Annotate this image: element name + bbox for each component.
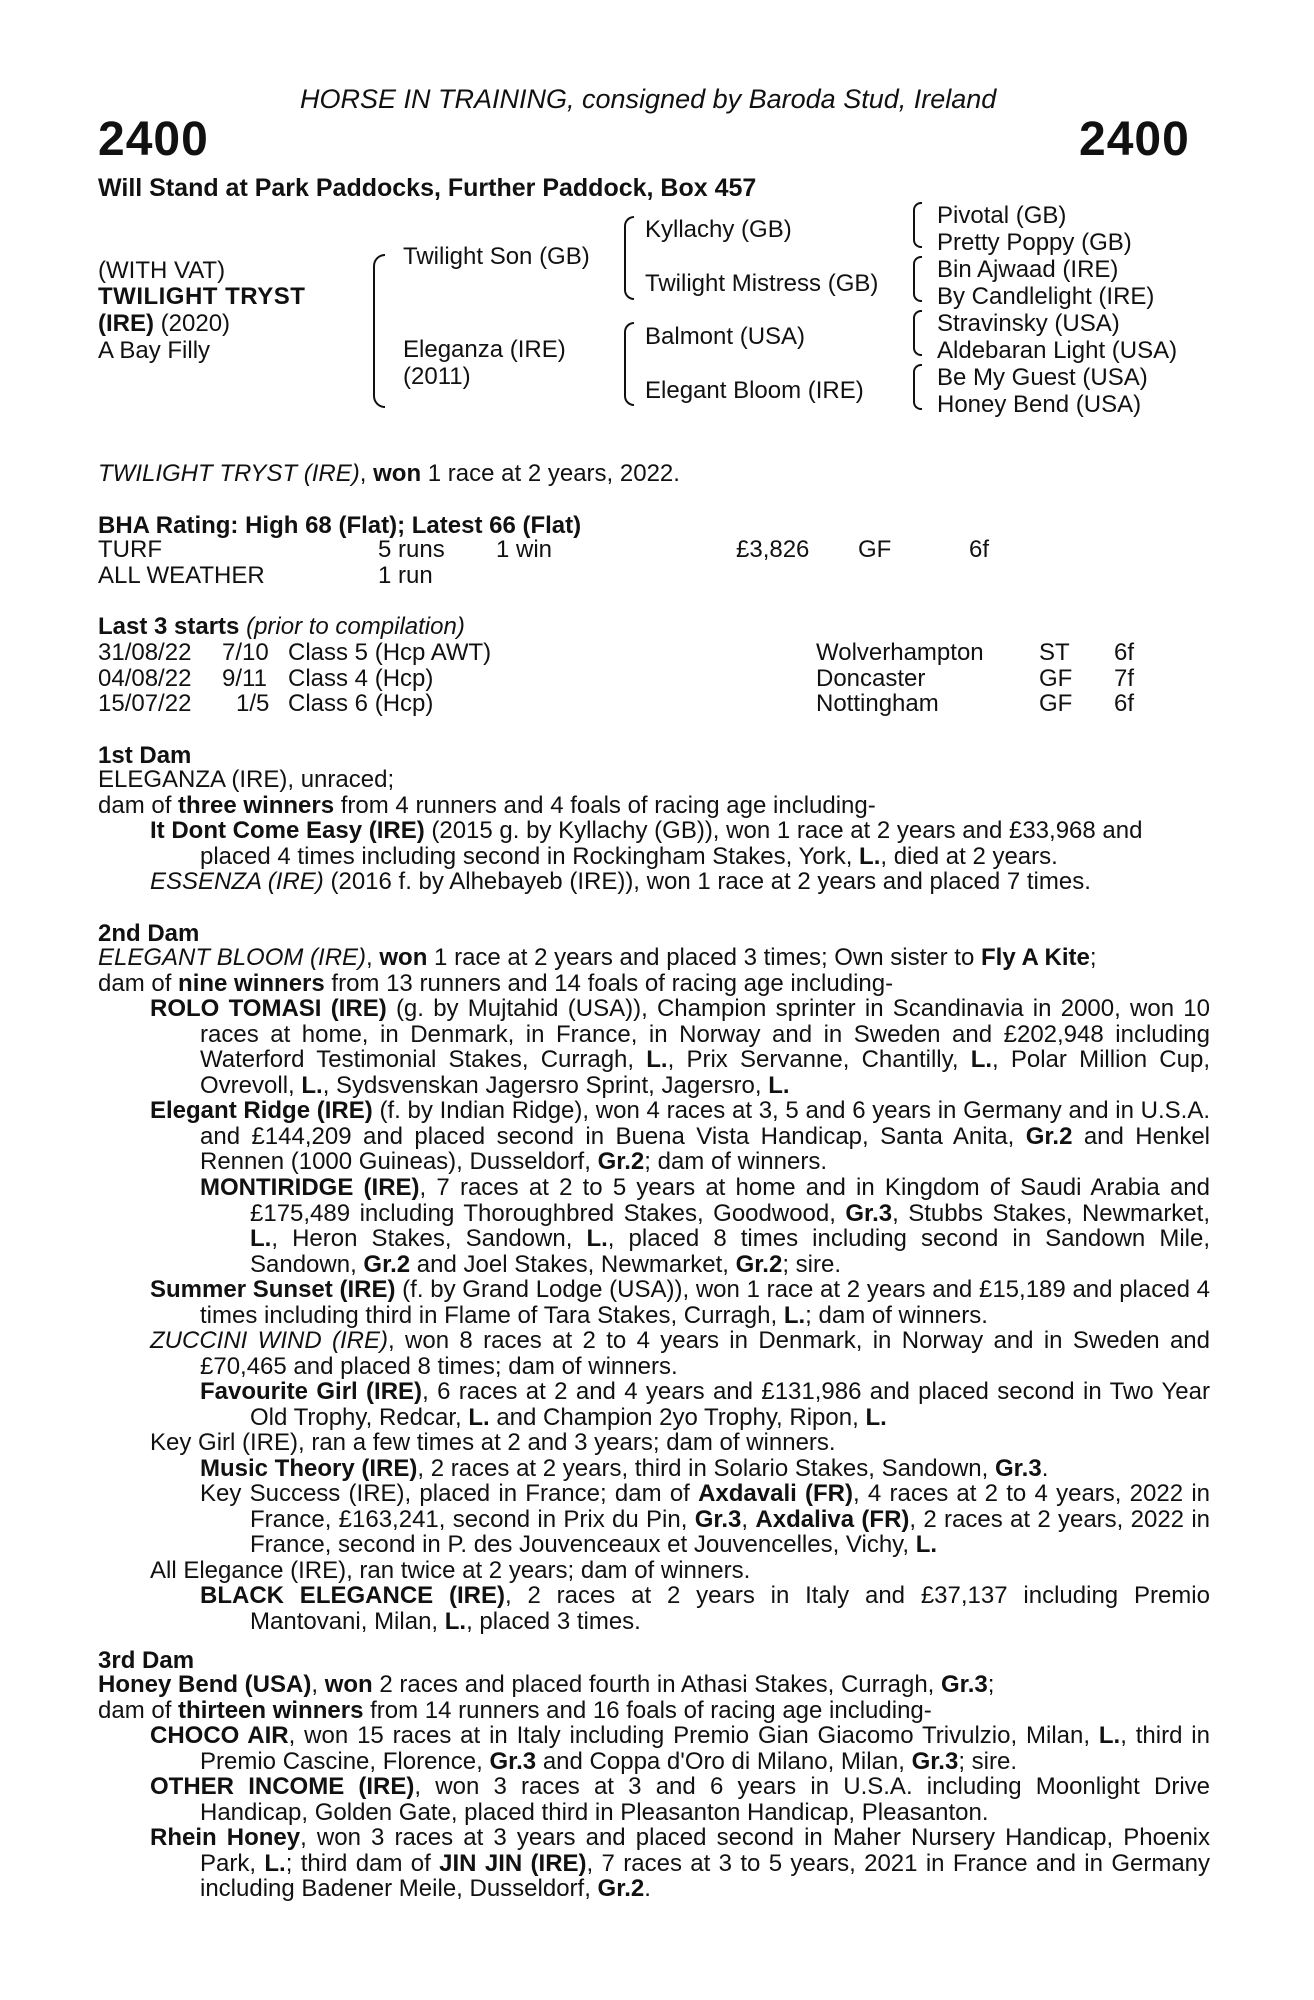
rating-runs: 5 runs bbox=[378, 536, 445, 563]
text: ; dam of winners. bbox=[644, 1148, 828, 1175]
consignment-header: HORSE IN TRAINING, consigned by Baroda Stud, Ireland bbox=[300, 84, 997, 114]
start-going: ST bbox=[1039, 639, 1070, 666]
horse-name: Axdaliva (FR) bbox=[755, 1505, 910, 1533]
summary-name: TWILIGHT TRYST (IRE) bbox=[98, 460, 360, 487]
text: , bbox=[741, 1505, 756, 1533]
third-dam-produce bbox=[98, 1698, 932, 1724]
start-row bbox=[98, 666, 1198, 692]
produce-entry bbox=[150, 1773, 1211, 1826]
text: (f. by Grand Lodge (USA)), won 1 race at 2 years and £15,189 and placed 4 times including third in Flame of Tara Stakes, Curragh, bbox=[200, 1276, 1210, 1329]
pedigree-g3-3: Bin Ajwaad (IRE) bbox=[937, 256, 1119, 283]
text: , 7 races at 3 to 5 years, 2021 in France and in Germany including Badener Meile, Dusseldorf, bbox=[200, 1849, 1211, 1902]
horse-name: Summer Sunset (IRE) bbox=[150, 1276, 396, 1303]
second-dam-heading: 2nd Dam bbox=[98, 920, 200, 947]
grade: L. bbox=[970, 1046, 993, 1073]
pedigree-g3-8: Honey Bend (USA) bbox=[937, 391, 1142, 418]
text: and Champion 2yo Trophy, Ripon, bbox=[489, 1403, 866, 1431]
grade: Gr.2 bbox=[1025, 1122, 1073, 1150]
pedigree-dam-year: (2011) bbox=[403, 363, 471, 390]
horse-name: Rhein Honey bbox=[150, 1824, 301, 1851]
grade: L. bbox=[468, 1403, 490, 1431]
grade: Gr.3 bbox=[489, 1747, 537, 1775]
produce-entry: Key Girl (IRE), ran a few times at 2 and 3 years; dam of winners. bbox=[150, 1429, 836, 1456]
grade: L. bbox=[301, 1071, 323, 1099]
pedigree-g3-1: Pivotal (GB) bbox=[937, 202, 1067, 229]
text: from 14 runners and 16 foals of racing age including- bbox=[363, 1697, 932, 1724]
start-date: 04/08/22 bbox=[98, 664, 192, 692]
start-distance: 6f bbox=[1114, 690, 1135, 717]
text: , won 8 races at 2 to 4 years in Denmark, in Norway and in Sweden and £70,465 and placed 8 times; dam of winners. bbox=[200, 1327, 1210, 1380]
text: ; sire. bbox=[958, 1747, 1017, 1775]
grade: Gr.3 bbox=[911, 1747, 959, 1775]
start-row bbox=[98, 640, 1198, 666]
text: ; bbox=[987, 1671, 995, 1698]
text: , 2 races at 2 years, third in Solario Stakes, Sandown, bbox=[417, 1455, 995, 1482]
text: (f. by Indian Ridge), won 4 races at 3, 5 and 6 years in Germany and in U.S.A. and £144,209 and placed second in Buena Vista Handicap, Santa Anita, bbox=[200, 1097, 1210, 1150]
grade: L. bbox=[444, 1607, 467, 1635]
text: , Stubbs Stakes, Newmarket, bbox=[892, 1199, 1210, 1227]
horse-name: It Dont Come Easy (IRE) bbox=[150, 817, 425, 844]
text: and Henkel Rennen (1000 Guineas), Dusseldorf, bbox=[200, 1122, 1211, 1175]
produce-entry bbox=[200, 1456, 1048, 1482]
grade: Gr.2 bbox=[597, 1875, 645, 1902]
grade: L. bbox=[768, 1071, 790, 1099]
pedigree-g3-4: By Candlelight (IRE) bbox=[937, 283, 1155, 310]
text: , won 15 races at in Italy including Premio Gian Giacomo Trivulzio, Milan, bbox=[288, 1722, 1099, 1749]
text: from 13 runners and 14 foals of racing age including- bbox=[324, 970, 894, 997]
grade: Gr.2 bbox=[597, 1148, 645, 1175]
start-position: 1/5 bbox=[236, 690, 270, 717]
summary-rest: 1 race at 2 years, 2022. bbox=[421, 460, 680, 487]
horse-name: BLACK ELEGANCE (IRE) bbox=[200, 1582, 505, 1609]
grade: L. bbox=[915, 1531, 938, 1558]
produce-entry bbox=[150, 869, 1091, 895]
pedigree-g3-6: Aldebaran Light (USA) bbox=[937, 337, 1178, 364]
text: Key Success (IRE), placed in France; dam of bbox=[200, 1480, 699, 1507]
text: , 2 races at 2 years, 2022 in France, second in P. des Jouvenceaux et Jouvencelles, Vichy, bbox=[250, 1505, 1210, 1558]
pedigree-g3-7: Be My Guest (USA) bbox=[937, 364, 1148, 391]
horse-name: Favourite Girl (IRE) bbox=[200, 1378, 423, 1405]
vat-note: (WITH VAT) bbox=[98, 257, 226, 284]
grade: Gr.3 bbox=[694, 1505, 742, 1533]
produce-entry bbox=[150, 817, 1210, 870]
horse-name: ZUCCINI WIND (IRE) bbox=[150, 1327, 389, 1354]
text: , 4 races at 2 to 4 years, 2022 in France, £163,241, second in Prix du Pin, bbox=[250, 1480, 1210, 1533]
pedigree-dam: Eleganza (IRE) bbox=[403, 336, 566, 363]
start-position: 9/11 bbox=[222, 664, 267, 692]
horse-name: Elegant Ridge (IRE) bbox=[150, 1097, 373, 1124]
text: , 7 races at 2 to 5 years at home and in Kingdom of Saudi Arabia and £175,489 including Thoroughbred Stakes, Goodwood, bbox=[250, 1174, 1210, 1227]
start-race: Class 4 (Hcp) bbox=[288, 664, 434, 692]
horse-name: JIN JIN (IRE) bbox=[439, 1849, 587, 1877]
pedigree-brace-main bbox=[373, 254, 385, 408]
rating-row bbox=[98, 537, 1198, 563]
produce-entry: All Elegance (IRE), ran twice at 2 years; dam of winners. bbox=[150, 1557, 751, 1584]
stabling-location: Will Stand at Park Paddocks, Further Paddock, Box 457 bbox=[98, 174, 757, 202]
horse-name-suffix bbox=[98, 310, 230, 337]
grade: L. bbox=[646, 1046, 668, 1073]
produce-entry bbox=[200, 1174, 1210, 1278]
text: ; third dam of bbox=[285, 1849, 440, 1877]
text: , Prix Servanne, Chantilly, bbox=[667, 1046, 971, 1073]
rating-going: GF bbox=[858, 536, 892, 563]
horse-name: CHOCO AIR bbox=[150, 1722, 289, 1749]
pedigree-brace-sire bbox=[624, 216, 634, 300]
horse-name: OTHER INCOME (IRE) bbox=[150, 1773, 415, 1800]
horse-name: ROLO TOMASI (IRE) bbox=[150, 995, 387, 1022]
third-dam-line bbox=[98, 1672, 994, 1698]
start-going: GF bbox=[1039, 690, 1073, 717]
text: , 2 races at 2 years in Italy and £37,137 including Premio Mantovani, Milan, bbox=[250, 1582, 1210, 1635]
pedigree-dam-sire: Balmont (USA) bbox=[645, 323, 806, 350]
pedigree-brace-g1 bbox=[913, 202, 922, 248]
produce-entry bbox=[150, 995, 1210, 1099]
first-dam-produce bbox=[98, 793, 876, 819]
text: (2016 f. by Alhebayeb (IRE)), won 1 race at 2 years and placed 7 times. bbox=[323, 868, 1091, 895]
start-course: Nottingham bbox=[816, 690, 939, 717]
rating-row bbox=[98, 563, 1198, 589]
lot-number-right: 2400 bbox=[1079, 113, 1190, 166]
winners-count: three winners bbox=[178, 792, 335, 819]
grade: L. bbox=[859, 842, 881, 870]
text: won bbox=[379, 944, 428, 971]
pedigree-sire-dam: Twilight Mistress (GB) bbox=[645, 270, 879, 297]
text: 2 races and placed fourth in Athasi Stakes, Curragh, bbox=[372, 1671, 942, 1698]
last-starts-title: Last 3 starts bbox=[98, 613, 240, 640]
first-dam-line: ELEGANZA (IRE), unraced; bbox=[98, 766, 395, 793]
horse-year: (2020) bbox=[154, 310, 231, 337]
text: ; dam of winners. bbox=[805, 1301, 988, 1329]
text: ; bbox=[1089, 944, 1097, 971]
grade: L. bbox=[1098, 1722, 1121, 1749]
text: , Sydsvenskan Jagersro Sprint, Jagersro, bbox=[322, 1071, 769, 1099]
text: , Heron Stakes, Sandown, bbox=[271, 1225, 587, 1252]
grade: Gr.3 bbox=[941, 1671, 988, 1698]
start-distance: 7f bbox=[1114, 664, 1135, 692]
text: . bbox=[644, 1875, 651, 1902]
rating-surface: TURF bbox=[98, 536, 162, 563]
produce-entry bbox=[150, 1824, 1211, 1902]
start-race: Class 6 (Hcp) bbox=[288, 690, 434, 717]
pedigree-brace-dam bbox=[624, 322, 634, 406]
race-summary bbox=[98, 461, 680, 487]
text: , placed 3 times. bbox=[466, 1607, 641, 1635]
text: , 6 races at 2 and 4 years and £131,986 and placed second in Two Year Old Trophy, Redcar, bbox=[250, 1378, 1210, 1431]
rating-distance: 6f bbox=[969, 536, 990, 563]
second-dam-produce bbox=[98, 971, 893, 997]
last-starts-table bbox=[98, 640, 1198, 717]
pedigree-sire-sire: Kyllachy (GB) bbox=[645, 216, 792, 243]
grade: L. bbox=[250, 1225, 272, 1252]
text: , bbox=[311, 1671, 325, 1698]
rating-wins: 1 win bbox=[496, 536, 553, 563]
grade: L. bbox=[783, 1301, 806, 1329]
pedigree-brace-g3 bbox=[913, 310, 922, 356]
winners-count: thirteen winners bbox=[178, 1697, 364, 1724]
grade: L. bbox=[586, 1225, 608, 1252]
text: from 4 runners and 4 foals of racing age including- bbox=[334, 792, 876, 819]
winners-count: nine winners bbox=[178, 970, 325, 997]
grade: Gr.3 bbox=[995, 1455, 1042, 1482]
pedigree-g3-2: Pretty Poppy (GB) bbox=[937, 229, 1132, 256]
last-starts-heading bbox=[98, 614, 465, 640]
horse-name: MONTIRIDGE (IRE) bbox=[200, 1174, 420, 1201]
summary-won: won bbox=[373, 460, 422, 487]
produce-entry bbox=[150, 1722, 1210, 1775]
start-going: GF bbox=[1039, 664, 1073, 692]
text: won bbox=[324, 1671, 373, 1698]
pedigree-dam-dam: Elegant Bloom (IRE) bbox=[645, 377, 864, 404]
text: . bbox=[1041, 1455, 1049, 1482]
third-dam-heading: 3rd Dam bbox=[98, 1647, 195, 1674]
text: and Coppa d'Oro di Milano, Milan, bbox=[536, 1747, 912, 1775]
grade: Gr.2 bbox=[363, 1250, 411, 1278]
produce-entry bbox=[150, 1097, 1211, 1175]
last-starts-note: (prior to compilation) bbox=[239, 613, 465, 640]
start-course: Wolverhampton bbox=[816, 639, 984, 666]
text: , bbox=[366, 944, 380, 971]
horse-description: A Bay Filly bbox=[98, 337, 211, 364]
start-distance: 6f bbox=[1114, 639, 1135, 666]
rating-surface: ALL WEATHER bbox=[98, 561, 265, 589]
produce-entry bbox=[150, 1327, 1210, 1380]
rating-runs: 1 run bbox=[378, 561, 433, 589]
text: , won 3 races at 3 years and placed second in Maher Nursery Handicap, Phoenix Park, bbox=[200, 1824, 1211, 1877]
grade: Gr.3 bbox=[845, 1199, 893, 1227]
text: , placed 8 times including second in Sandown Mile, Sandown, bbox=[250, 1225, 1210, 1278]
text: dam of bbox=[98, 1697, 179, 1724]
text: (g. by Mujtahid (USA)), Champion sprinter in Scandinavia in 2000, won 10 races at home, in Denmark, in France, in Norway and in Sweden and £202,948 including Waterford Testimonial Stakes, Curragh, bbox=[200, 995, 1210, 1073]
text: 1 race at 2 years and placed 3 times; Own sister to bbox=[427, 944, 981, 971]
rating-earnings: £3,826 bbox=[736, 536, 810, 563]
horse-name: Axdavali (FR) bbox=[698, 1480, 854, 1507]
text: ; sire. bbox=[782, 1250, 841, 1278]
start-course: Doncaster bbox=[816, 664, 926, 692]
grade: L. bbox=[865, 1403, 887, 1431]
pedigree-g3-5: Stravinsky (USA) bbox=[937, 310, 1120, 337]
horse-name: TWILIGHT TRYST bbox=[98, 283, 306, 310]
start-date: 31/08/22 bbox=[98, 639, 192, 666]
grade: Gr.2 bbox=[735, 1250, 783, 1278]
text: dam of bbox=[98, 970, 179, 997]
bha-rating-heading: BHA Rating: High 68 (Flat); Latest 66 (Flat) bbox=[98, 512, 582, 539]
text: dam of bbox=[98, 792, 179, 819]
start-row bbox=[98, 691, 1198, 717]
lot-number-left: 2400 bbox=[98, 113, 209, 166]
dam-name: ELEGANT BLOOM (IRE) bbox=[98, 944, 367, 971]
text: (2015 g. by Kyllachy (GB)), won 1 race at 2 years and £33,968 and placed 4 times including second in Rockingham Stakes, York, bbox=[200, 817, 1143, 870]
horse-name: ESSENZA (IRE) bbox=[150, 868, 324, 895]
pedigree-sire: Twilight Son (GB) bbox=[403, 243, 590, 270]
produce-entry bbox=[200, 1378, 1210, 1431]
first-dam-heading: 1st Dam bbox=[98, 742, 192, 769]
start-date: 15/07/22 bbox=[98, 690, 192, 717]
pedigree-brace-g2 bbox=[913, 256, 922, 302]
text: , won 3 races at 3 and 6 years in U.S.A. including Moonlight Drive Handicap, Golden Gate, placed third in Pleasanton Handicap, Pleasanton. bbox=[200, 1773, 1211, 1826]
summary-sep: , bbox=[359, 460, 374, 487]
sibling-name: Fly A Kite bbox=[980, 944, 1090, 971]
produce-entry bbox=[200, 1480, 1210, 1558]
produce-entry bbox=[150, 1276, 1210, 1329]
text: , Polar Million Cup, Ovrevoll, bbox=[200, 1046, 1210, 1099]
text: , third in Premio Cascine, Florence, bbox=[200, 1722, 1210, 1775]
text: , died at 2 years. bbox=[880, 842, 1058, 870]
start-race: Class 5 (Hcp AWT) bbox=[288, 639, 492, 666]
grade: L. bbox=[264, 1849, 286, 1877]
horse-country: (IRE) bbox=[98, 310, 154, 337]
pedigree-brace-g4 bbox=[913, 364, 922, 410]
second-dam-line bbox=[98, 945, 1097, 971]
start-position: 7/10 bbox=[222, 639, 269, 666]
produce-entry bbox=[200, 1582, 1210, 1635]
dam-name: Honey Bend (USA) bbox=[98, 1671, 312, 1698]
rating-table bbox=[98, 537, 1198, 588]
horse-name: Music Theory (IRE) bbox=[200, 1455, 418, 1482]
text: and Joel Stakes, Newmarket, bbox=[410, 1250, 736, 1278]
